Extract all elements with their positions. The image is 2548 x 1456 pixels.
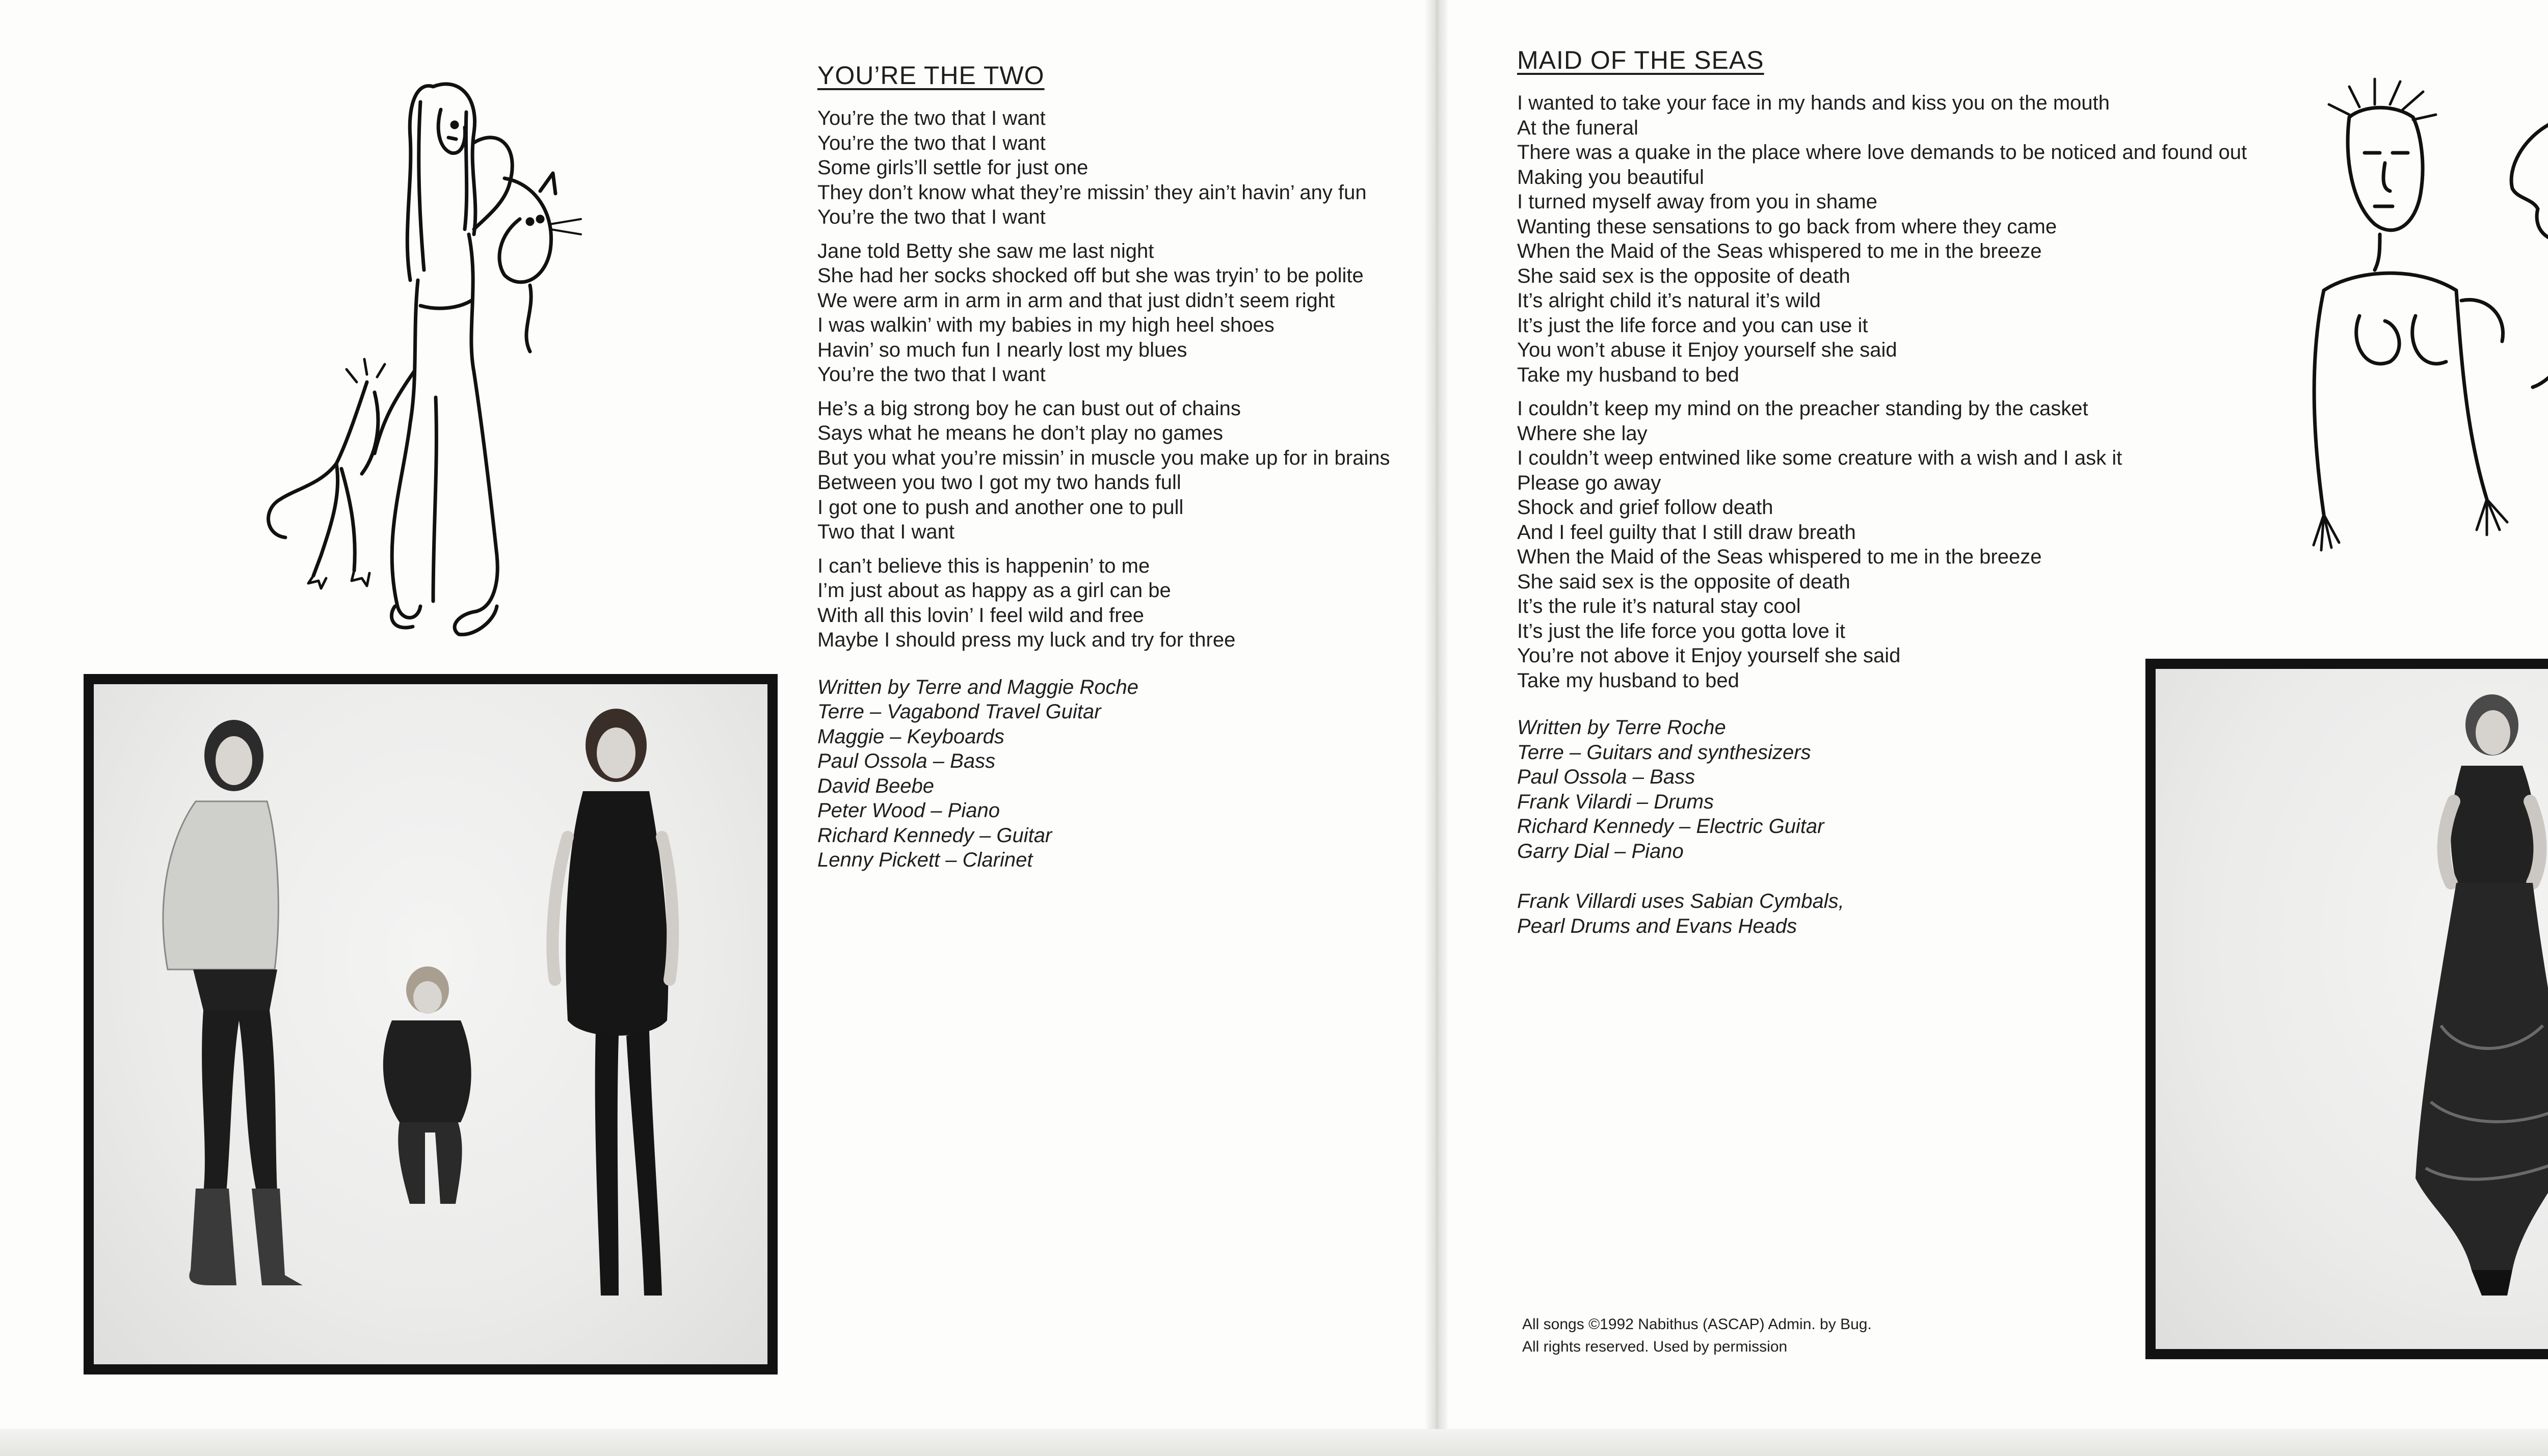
song-title: MAID OF THE SEAS xyxy=(1517,46,1764,74)
lyric-line: She had her socks shocked off but she was tryin’ to be polite xyxy=(817,264,1364,287)
woman-with-cat-and-dog-drawing xyxy=(265,66,632,642)
lyric-line: At the funeral xyxy=(1517,116,1638,139)
lyric-line: You’re not above it Enjoy yourself she said xyxy=(1517,644,1901,667)
credit-line: Paul Ossola – Bass xyxy=(1517,766,1695,788)
song-credits xyxy=(817,675,1424,873)
lyric-line: I’m just about as happy as a girl can be xyxy=(817,579,1171,602)
copyright-line: All rights reserved. Used by permission xyxy=(1522,1338,1788,1355)
lyric-line: I turned myself away from you in shame xyxy=(1517,191,1877,213)
song-lyrics-youre-the-two xyxy=(817,60,1424,873)
stanza xyxy=(817,106,1424,230)
two-faces-drawing xyxy=(2293,76,2548,611)
lyric-line: You won’t abuse it Enjoy yourself she said xyxy=(1517,339,1897,361)
lyric-line: When the Maid of the Seas whispered to me in the breeze xyxy=(1517,546,2042,568)
lyric-line: Havin’ so much fun I nearly lost my blues xyxy=(817,338,1187,361)
credit-line: Garry Dial – Piano xyxy=(1517,840,1684,862)
lyric-line: I couldn’t weep entwined like some creature with a wish and I ask it xyxy=(1517,447,2122,469)
stanza xyxy=(817,554,1424,653)
lyric-line: I wanted to take your face in my hands and kiss you on the mouth xyxy=(1517,92,2110,114)
stanza xyxy=(1517,91,2312,387)
song-lyrics-maid-of-the-seas xyxy=(1517,45,2312,938)
trio-figures-graphic xyxy=(94,684,767,1364)
song-credits xyxy=(1517,715,2312,864)
trio-photo-frame xyxy=(84,674,778,1374)
sponsor-credits xyxy=(1517,889,2312,938)
lyric-line: Take my husband to bed xyxy=(1517,669,1739,692)
lyric-line: It’s alright child it’s natural it’s wild xyxy=(1517,289,1821,312)
credit-line: Richard Kennedy – Electric Guitar xyxy=(1517,815,1824,838)
lyric-line: Wanting these sensations to go back from where they came xyxy=(1517,215,2057,238)
lyric-line: When the Maid of the Seas whispered to me in the breeze xyxy=(1517,240,2042,262)
lyric-line: Between you two I got my two hands full xyxy=(817,471,1181,494)
credit-line: Frank Villardi uses Sabian Cymbals, xyxy=(1517,890,1844,912)
lyric-line: Take my husband to bed xyxy=(1517,363,1739,386)
lyric-line: Please go away xyxy=(1517,471,1661,494)
credit-line: Maggie – Keyboards xyxy=(817,725,1004,748)
lyric-line: I got one to push and another one to pull xyxy=(817,496,1184,519)
lyric-line: It’s just the life force you gotta love it xyxy=(1517,619,1846,642)
right-page xyxy=(1447,0,2548,1456)
lyric-line: There was a quake in the place where love demands to be noticed and found out xyxy=(1517,141,2247,164)
lyric-line: You’re the two that I want xyxy=(817,206,1046,228)
lyric-line: I can’t believe this is happenin’ to me xyxy=(817,554,1150,577)
stanza xyxy=(817,396,1424,545)
lyric-line: Jane told Betty she saw me last night xyxy=(817,239,1154,262)
lyric-line: We were arm in arm in arm and that just didn’t seem right xyxy=(817,289,1335,312)
lyric-line: Some girls’ll settle for just one xyxy=(817,156,1089,179)
lyric-line: Two that I want xyxy=(817,521,955,543)
lyric-line: You’re the two that I want xyxy=(817,131,1046,154)
credit-line: Lenny Pickett – Clarinet xyxy=(817,849,1033,871)
credit-line: Written by Terre Roche xyxy=(1517,716,1726,739)
credit-line: Frank Vilardi – Drums xyxy=(1517,790,1714,813)
lyric-line: Shock and grief follow death xyxy=(1517,496,1773,519)
credit-line: Peter Wood – Piano xyxy=(817,799,1000,822)
lyric-line: Says what he means he don’t play no games xyxy=(817,422,1224,444)
lyric-line: With all this lovin’ I feel wild and free xyxy=(817,604,1145,627)
lyric-line: And I feel guilty that I still draw breath xyxy=(1517,521,1856,544)
lyric-line: Maybe I should press my luck and try for three xyxy=(817,629,1236,651)
copyright-notice xyxy=(1522,1313,1872,1358)
bottom-edge-shadow xyxy=(0,1429,2548,1456)
lyric-line: But you what you’re missin’ in muscle you make up for in brains xyxy=(817,446,1390,469)
credit-line: Paul Ossola – Bass xyxy=(817,750,996,772)
lyric-line: I was walkin’ with my babies in my high heel shoes xyxy=(817,314,1275,336)
credit-line: Terre – Vagabond Travel Guitar xyxy=(817,700,1101,723)
book-gutter xyxy=(1424,0,1450,1456)
lyric-line: Making you beautiful xyxy=(1517,166,1704,188)
trio-photo xyxy=(94,684,767,1364)
lyric-line: They don’t know what they’re missin’ they ain’t havin’ any fun xyxy=(817,181,1367,204)
stanza xyxy=(817,239,1424,387)
lyric-line: It’s the rule it’s natural stay cool xyxy=(1517,595,1801,617)
credit-line: Pearl Drums and Evans Heads xyxy=(1517,914,1797,937)
lyric-line: You’re the two that I want xyxy=(817,363,1046,386)
lyric-line: It’s just the life force and you can use it xyxy=(1517,314,1868,337)
stanza xyxy=(1517,396,2312,693)
lyric-line: You’re the two that I want xyxy=(817,107,1046,129)
copyright-line: All songs ©1992 Nabithus (ASCAP) Admin. by Bug. xyxy=(1522,1316,1872,1333)
lyric-line: Where she lay xyxy=(1517,422,1648,445)
lyric-line: He’s a big strong boy he can bust out of chains xyxy=(817,397,1241,420)
song-title: YOU’RE THE TWO xyxy=(817,61,1045,90)
lyric-line: She said sex is the opposite of death xyxy=(1517,570,1850,593)
credit-line: David Beebe xyxy=(817,774,935,797)
lyric-line: I couldn’t keep my mind on the preacher standing by the casket xyxy=(1517,397,2088,420)
credit-line: Richard Kennedy – Guitar xyxy=(817,824,1052,847)
lyric-line: She said sex is the opposite of death xyxy=(1517,264,1850,287)
credit-line: Written by Terre and Maggie Roche xyxy=(817,676,1138,698)
credit-line: Terre – Guitars and synthesizers xyxy=(1517,741,1811,764)
